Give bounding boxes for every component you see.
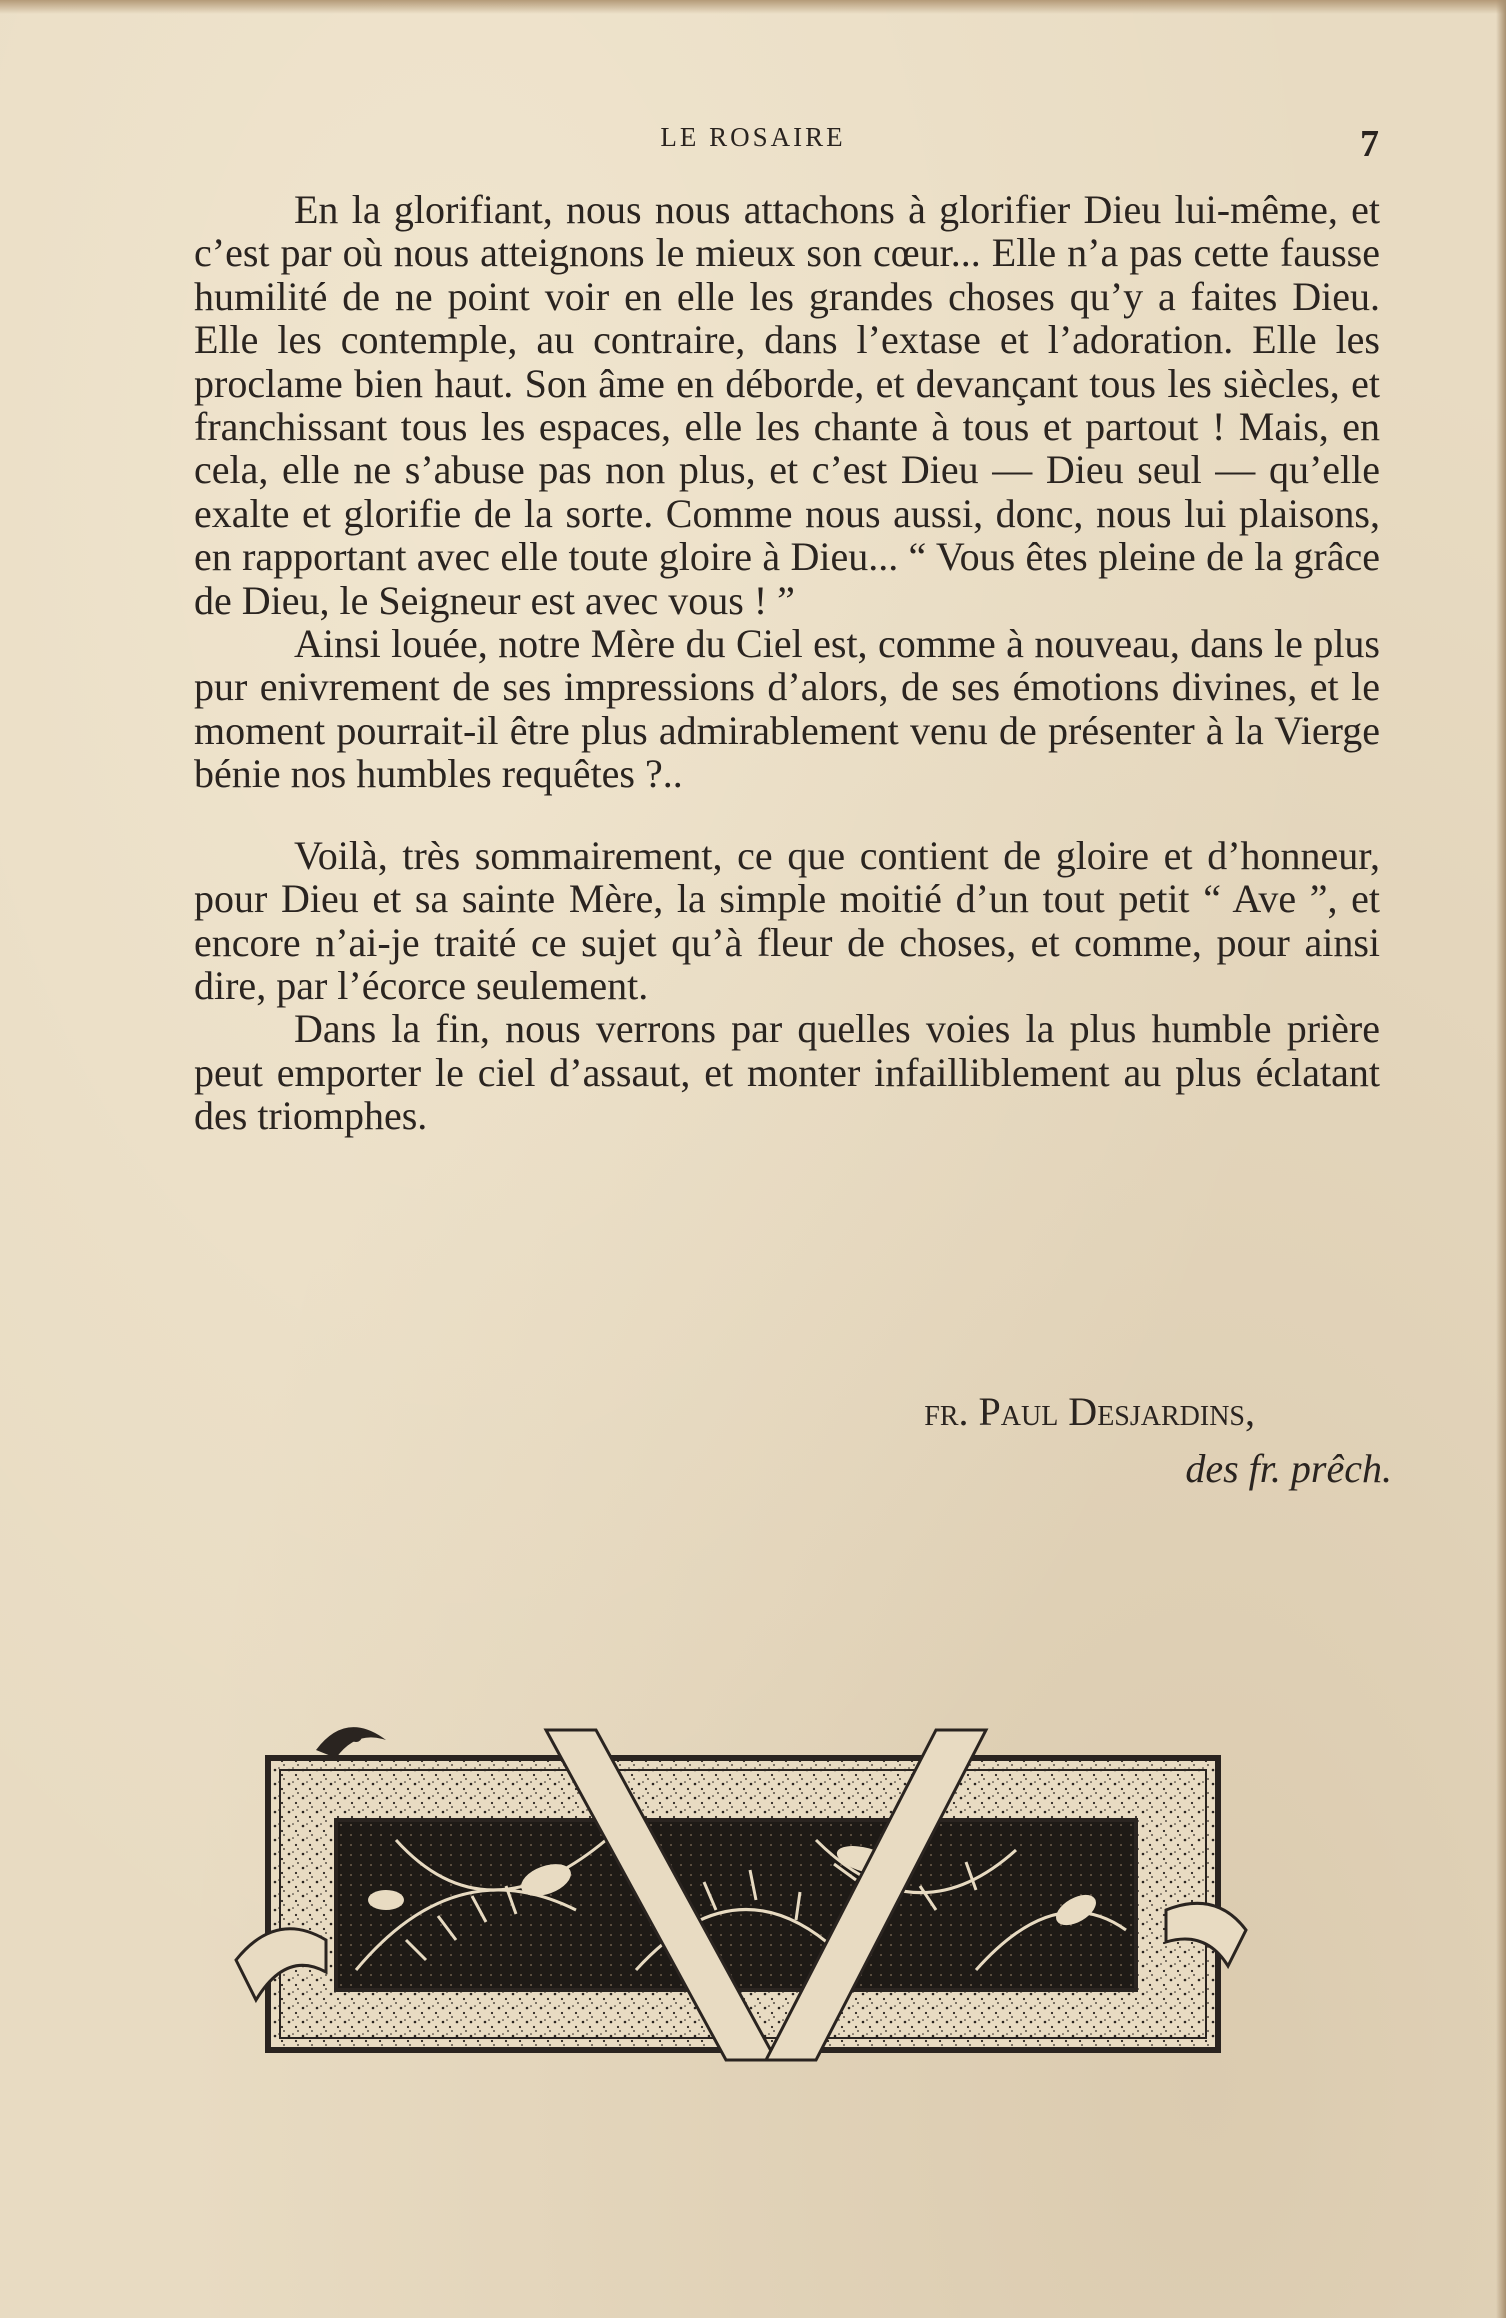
running-title: LE ROSAIRE <box>660 122 846 152</box>
paragraph: Voilà, très sommairement, ce que contient de gloire et d’honneur, pour Dieu et sa sainte Mère, la simple moitié d’un tout petit “ Ave ”, et encore n’ai-je traité ce sujet qu’à fleur de choses, et comme, pour ainsi dire, par l’écorce seulement. <box>194 832 1380 1008</box>
page-edge-right <box>1496 0 1506 2318</box>
paragraph: Ainsi louée, notre Mère du Ciel est, comme à nouveau, dans le plus pur enivrement de ses impressions d’alors, de ses émotions divines, et le moment pourrait-il être plus admirablement venu de présenter à la Vierge bénie nos humbles requêtes ?.. <box>194 621 1380 797</box>
author-affiliation: des fr. prêch. <box>1185 1446 1392 1491</box>
author-signature: fr. Paul Desjardins, <box>924 1389 1255 1434</box>
page-edge-top <box>0 0 1506 14</box>
body-text <box>194 188 1380 1138</box>
page-number: 7 <box>1360 123 1379 165</box>
paragraph: En la glorifiant, nous nous attachons à glorifier Dieu lui-même, et c’est par où nous atteignons le mieux son cœur... Elle n’a pas cette fausse humilité de ne point voir en elle les grandes choses qu’y a faites Dieu. Elle les contemple, au contraire, dans l’extase et l’adoration. Elle les proclame bien haut. Son âme en déborde, et devançant tous les siècles, et franchissant tous les espaces, elle les chante à tous et partout ! Mais, en cela, elle ne s’abuse pas non plus, et c’est Dieu — Dieu seul — qu’elle exalte et glorifie de la sorte. Comme nous aussi, donc, nous lui plaisons, en rapportant avec elle toute gloire à Dieu... “ Vous êtes pleine de la grâce de Dieu, le Seigneur est avec vous ! ” <box>194 187 1380 623</box>
paragraph: Dans la fin, nous verrons par quelles voies la plus humble prière peut emporter le ciel d’assaut, et monter infailliblement au plus éclatant des triomphes. <box>194 1006 1380 1139</box>
floral-vignette-icon <box>216 1710 1268 2080</box>
